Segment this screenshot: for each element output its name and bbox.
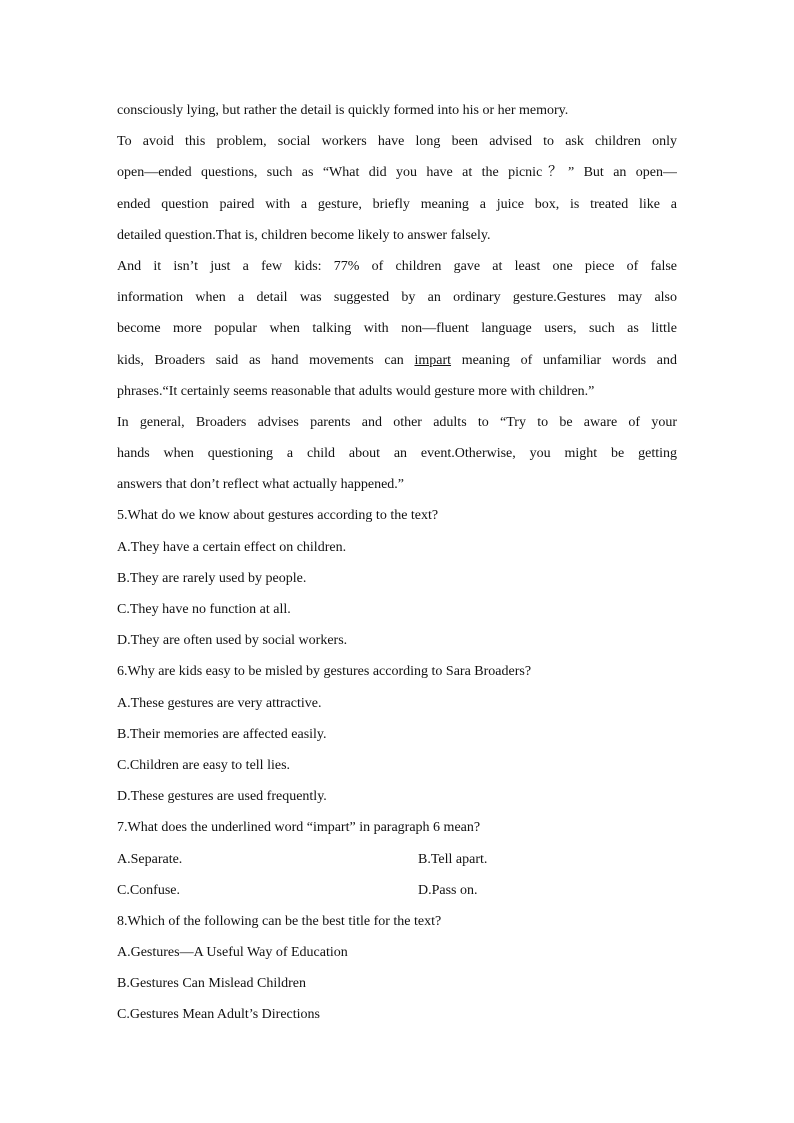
question-stem: 6.Why are kids easy to be misled by gestures according to Sara Broaders? — [117, 664, 532, 680]
answer-option: B.Tell apart. — [418, 851, 488, 867]
answer-option: B.Gestures Can Mislead Children — [117, 976, 306, 992]
passage-line-with-underline — [117, 345, 677, 376]
answer-option: C.They have no function at all. — [117, 602, 291, 617]
answer-option: A.These gestures are very attractive. — [117, 695, 322, 711]
passage-line: detailed question.That is, children become likely to answer falsely. — [117, 227, 491, 243]
passage-text: meaning of unfamiliar words and — [451, 352, 677, 368]
passage-line: open—ended questions, such as “What did you have at the picnic？” But an open— — [117, 165, 677, 181]
passage-line: become more popular when talking with non—fluent language users, such as little — [117, 321, 677, 337]
answer-option: B.Their memories are affected easily. — [117, 726, 327, 742]
passage-line: information when a detail was suggested by an ordinary gesture.Gestures may also — [117, 290, 677, 306]
answer-option: C.Confuse. — [117, 882, 180, 898]
answer-option: D.They are often used by social workers. — [117, 633, 348, 649]
answer-option-row — [117, 844, 677, 875]
document-page — [117, 95, 677, 1031]
answer-option: C.Children are easy to tell lies. — [117, 757, 291, 773]
answer-option: B.They are rarely used by people. — [117, 570, 307, 586]
question-stem: 7.What does the underlined word “impart” in paragraph 6 mean? — [117, 820, 481, 836]
passage-line: In general, Broaders advises parents and other adults to “Try to be aware of your — [117, 414, 677, 430]
question-stem: 5.What do we know about gestures according to the text? — [117, 508, 439, 524]
passage-line: answers that don’t reflect what actually happened.” — [117, 477, 405, 493]
answer-option: A.Separate. — [117, 851, 183, 867]
passage-line: And it isn’t just a few kids: 77% of children gave at least one piece of false — [117, 258, 677, 274]
passage-line: consciously lying, but rather the detail is quickly formed into his or her memory. — [117, 103, 569, 118]
question-stem: 8.Which of the following can be the best title for the text? — [117, 913, 442, 929]
answer-option: C.Gestures Mean Adult’s Directions — [117, 1007, 320, 1023]
underlined-word-impart: impart — [414, 352, 452, 368]
passage-line: ended question paired with a gesture, briefly meaning a juice box, is treated like a — [117, 196, 677, 212]
answer-option: D.These gestures are used frequently. — [117, 789, 327, 805]
answer-option: D.Pass on. — [418, 882, 478, 898]
passage-line: hands when questioning a child about an event.Otherwise, you might be getting — [117, 446, 677, 462]
passage-line: phrases.“It certainly seems reasonable that adults would gesture more with children.” — [117, 383, 595, 399]
answer-option: A.Gestures—A Useful Way of Education — [117, 945, 348, 961]
answer-option: A.They have a certain effect on children. — [117, 539, 347, 555]
passage-text: kids, Broaders said as hand movements can — [117, 352, 415, 368]
passage-line: To avoid this problem, social workers have long been advised to ask children only — [117, 134, 677, 150]
answer-option-row — [117, 875, 677, 906]
